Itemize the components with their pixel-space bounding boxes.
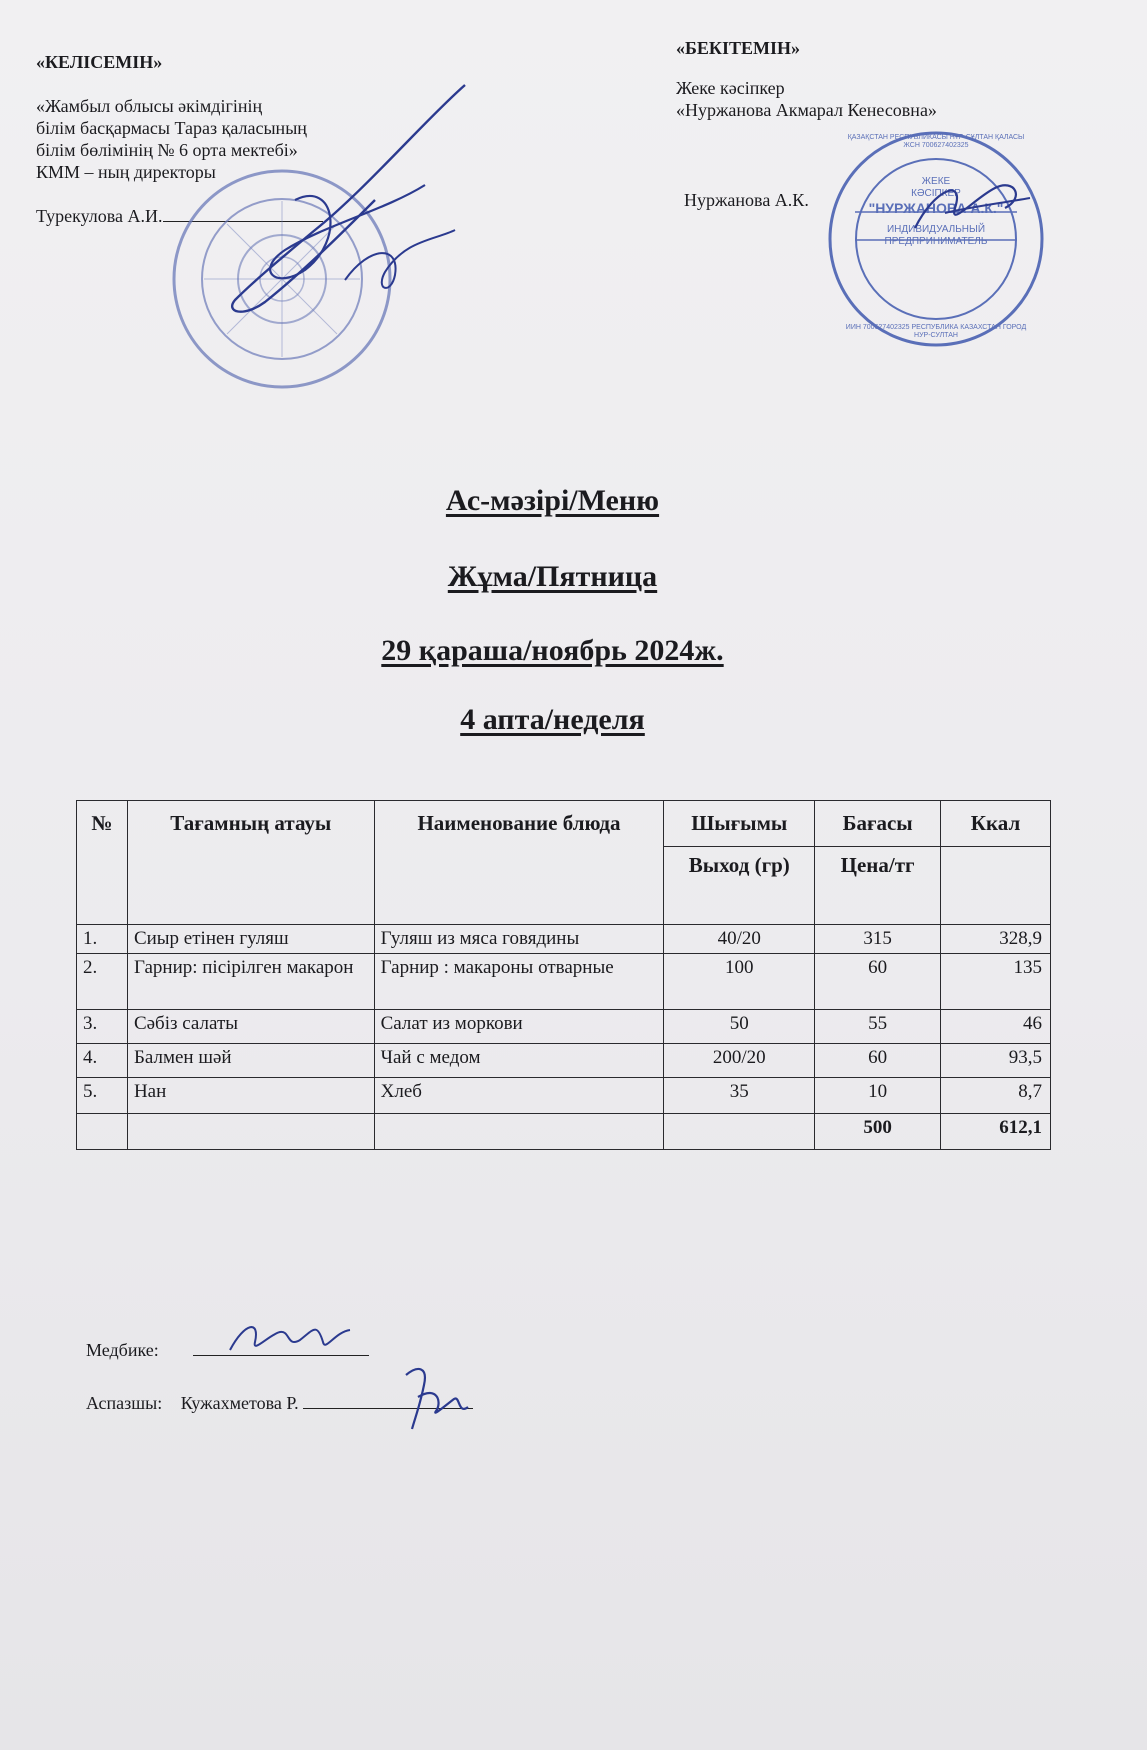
menu-table [76, 800, 1051, 1150]
cell-name-kz: Сәбіз салаты [127, 1010, 374, 1044]
header-yield-ru: Выход (гр) [664, 847, 815, 925]
right-heading: «БЕКІТЕМІН» [676, 38, 800, 58]
left-heading: «КЕЛІСЕМІН» [36, 52, 163, 72]
cell-yield: 200/20 [664, 1044, 815, 1078]
cell-price: 10 [815, 1078, 941, 1114]
cell-price: 60 [815, 954, 941, 1010]
cook-name: Кужахметова Р. [180, 1393, 299, 1413]
right-signature [905, 168, 1035, 248]
header-num: № [77, 801, 128, 925]
total-empty [664, 1114, 815, 1150]
header-kcal: Ккал [941, 801, 1051, 847]
right-lines [676, 77, 937, 121]
cell-num: 5. [77, 1078, 128, 1114]
header-yield-kz: Шығымы [664, 801, 815, 847]
table-row [77, 1078, 1051, 1114]
table-total-row [77, 1114, 1051, 1150]
header-kcal-empty [941, 847, 1051, 925]
table-row [77, 954, 1051, 1010]
total-empty [374, 1114, 664, 1150]
cell-name-ru: Салат из моркови [374, 1010, 664, 1044]
cell-yield: 40/20 [664, 925, 815, 954]
stamp-outer-text: ҚАЗАҚСТАН РЕСПУБЛИКАСЫ НҰР-СҰЛТАН ҚАЛАСЫ ЖСН 700627402325 [847, 134, 1025, 149]
right-line: «Нуржанова Акмарал Кенесовна» [676, 100, 937, 120]
stamp-name: "НУРЖАНОВА А.К." [868, 200, 1004, 216]
cell-kcal: 8,7 [941, 1078, 1051, 1114]
cell-name-ru: Чай с медом [374, 1044, 664, 1078]
title-day: Жұма/Пятница [447, 560, 658, 593]
cell-name-kz: Балмен шәй [127, 1044, 374, 1078]
right-line: Жеке кәсіпкер [676, 78, 785, 98]
header-name-kz: Тағамның атауы [127, 801, 374, 925]
total-kcal: 612,1 [941, 1114, 1051, 1150]
title-menu: Ас-мәзірі/Меню [445, 484, 660, 517]
title-week: 4 апта/неделя [460, 703, 645, 736]
left-line: білім бөлімінің № 6 орта мектебі» [36, 140, 298, 160]
left-line: білім басқармасы Тараз қаласының [36, 118, 307, 138]
cell-kcal: 135 [941, 954, 1051, 1010]
header-price-kz: Бағасы [815, 801, 941, 847]
cook-label: Аспазшы: [86, 1393, 163, 1413]
left-line: КММ – ның директоры [36, 162, 216, 182]
cell-num: 1. [77, 925, 128, 954]
header-name-ru: Наименование блюда [374, 801, 664, 925]
cell-name-kz: Гарнир: пісірілген макарон [127, 954, 374, 1010]
stamp-sub2: ПРЕДПРИНИМАТЕЛЬ [884, 236, 988, 247]
cell-name-ru: Хлеб [374, 1078, 664, 1114]
total-empty [127, 1114, 374, 1150]
left-line: «Жамбыл облысы әкімдігінің [36, 96, 263, 116]
cell-price: 60 [815, 1044, 941, 1078]
cell-price: 55 [815, 1010, 941, 1044]
cell-yield: 50 [664, 1010, 815, 1044]
cell-num: 3. [77, 1010, 128, 1044]
right-signer: Нуржанова А.К. [684, 190, 809, 210]
cell-num: 4. [77, 1044, 128, 1078]
cell-yield: 35 [664, 1078, 815, 1114]
total-price: 500 [815, 1114, 941, 1150]
cell-kcal: 93,5 [941, 1044, 1051, 1078]
cell-price: 315 [815, 925, 941, 954]
cell-kcal: 46 [941, 1010, 1051, 1044]
cell-num: 2. [77, 954, 128, 1010]
cell-yield: 100 [664, 954, 815, 1010]
cell-name-kz: Нан [127, 1078, 374, 1114]
cook-signature [398, 1355, 478, 1435]
nurse-signature [225, 1312, 355, 1362]
stamp-sub1: ИНДИВИДУАЛЬНЫЙ [886, 224, 986, 235]
cell-name-ru: Гарнир : макароны отварные [374, 954, 664, 1010]
stamp-bottom-text: ИИН 700627402325 РЕСПУБЛИКА КАЗАХСТАН ГОРОД НУР-СУЛТАН [845, 324, 1027, 339]
left-signer: Турекулова А.И. [36, 206, 163, 226]
cell-kcal: 328,9 [941, 925, 1051, 954]
cell-name-kz: Сиыр етінен гуляш [127, 925, 374, 954]
table-row [77, 1010, 1051, 1044]
table-row [77, 925, 1051, 954]
nurse-label: Медбике: [86, 1340, 159, 1360]
cell-name-ru: Гуляш из мяса говядины [374, 925, 664, 954]
left-signature [195, 80, 485, 330]
stamp-mid-top2: КӘСІПКЕР [911, 188, 961, 199]
total-empty [77, 1114, 128, 1150]
header-price-ru: Цена/тг [815, 847, 941, 925]
table-row [77, 1044, 1051, 1078]
stamp-mid-top: ЖЕКЕ [921, 176, 951, 187]
table-header-row [77, 801, 1051, 847]
title-date: 29 қараша/ноябрь 2024ж. [381, 634, 724, 667]
